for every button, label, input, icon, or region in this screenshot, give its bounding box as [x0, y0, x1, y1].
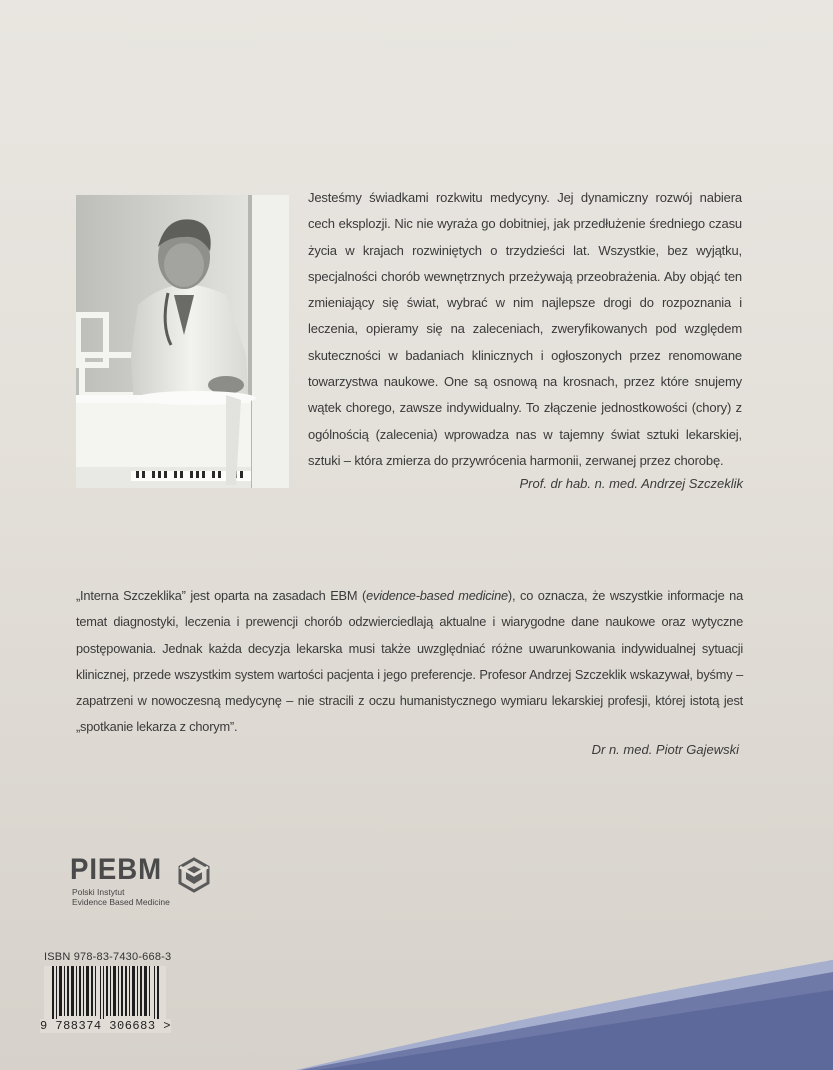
- logo-line2: Evidence Based Medicine: [72, 897, 170, 907]
- author-signature: Prof. dr hab. n. med. Andrzej Szczeklik: [519, 476, 743, 491]
- piebm-logo-icon: [176, 857, 212, 893]
- author-quote-text: Jesteśmy świadkami rozkwitu medycyny. Jej dynamiczny rozwój nabiera cech eksplozji. Nic nie wyraża go dobitniej, jak przedłużenie średniego czasu życia w krajach rozwiniętych o trzydzieści lat. Wszystkie, bez wyjątku, specjalności chorób wewnętrznych przeżywają przeobrażenia. Aby objąć ten zmieniający się świat, wybrać w nim najlepsze drogi do rozpoznania i leczenia, opieramy się na zaleceniach, zweryfikowanych pod względem skuteczności w badaniach klinicznych i ogłoszonych przez renomowane towarzystwa naukowe. One są osnową na krosnach, przez które snujemy wątek chorego, zawsze indywidualny. To złączenie jednostkowości (chory) z ogólnością (zalecenia) wprowadza nas w tajemny świat sztuki lekarskiej, sztuki – która zmierza do przywrócenia harmonii, zerwanej przez chorobę.: [308, 190, 742, 468]
- isbn-label: ISBN 978-83-7430-668-3: [44, 951, 172, 963]
- logo-line1: Polski Instytut: [72, 887, 125, 897]
- author-portrait-photo: [76, 195, 289, 488]
- editor-quote: [76, 583, 743, 741]
- barcode-digits: 9 788374 306683 >: [40, 1019, 171, 1033]
- editor-quote-part2: ), co oznacza, że wszystkie informacje na temat diagnostyki, leczenia i prewencji chorób odzwierciedlają aktualne i wiarygodne dane naukowe oraz wytyczne postępowania. Jednak każda decyzja lekarska musi także uwzględniać różne uwarunkowania indywidualnej sytuacji klinicznej, przede wszystkim system wartości pacjenta i jego preferencje. Profesor Andrzej Szczeklik wskazywał, byśmy – zapatrzeni w nowoczesną medycynę – nie stracili z oczu humanistycznego wymiaru lekarskiej profesji, której istotą jest „spotkanie lekarza z chorym”.: [76, 588, 743, 735]
- editor-quote-italic: evidence-based medicine: [366, 588, 508, 603]
- isbn-barcode: [44, 966, 166, 1024]
- author-quote: [308, 185, 742, 474]
- editor-signature: Dr n. med. Piotr Gajewski: [591, 742, 739, 757]
- piebm-logo: [70, 853, 240, 913]
- editor-quote-part1: „Interna Szczeklika” jest oparta na zasadach EBM (: [76, 588, 367, 603]
- logo-name: PIEBM: [70, 853, 163, 886]
- editor-quote-text: [76, 583, 743, 741]
